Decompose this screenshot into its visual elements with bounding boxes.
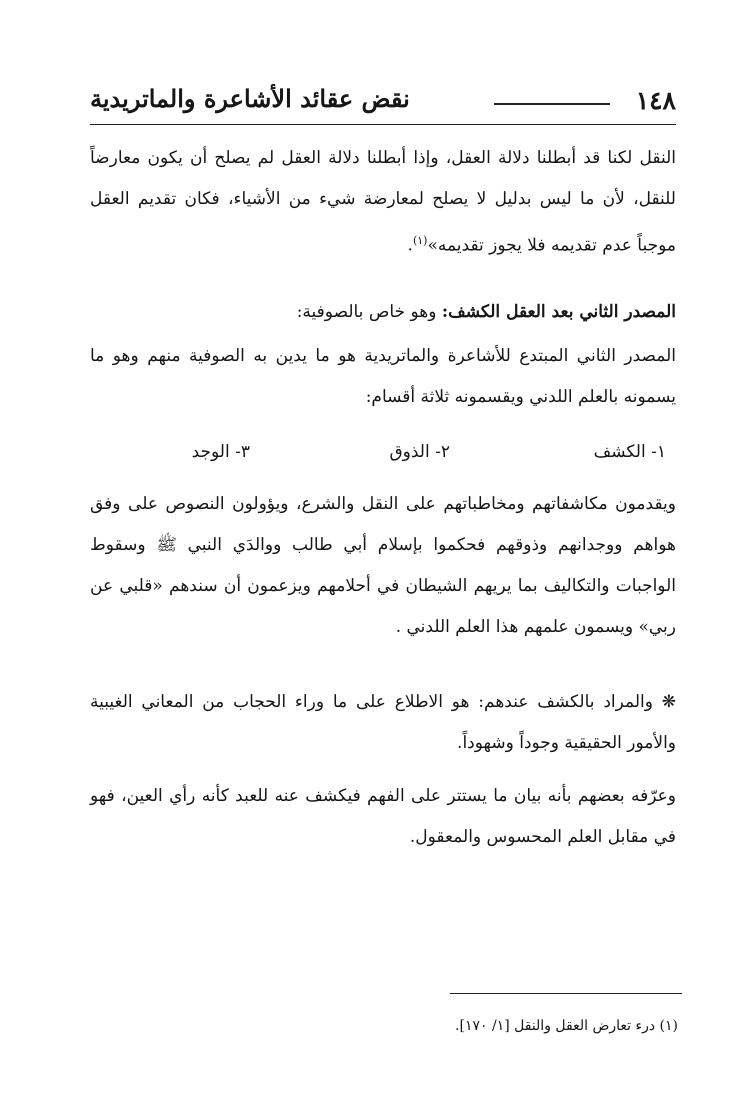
paragraph-1-text: النقل لكنا قد أبطلنا دلالة العقل، وإذا أبطلنا دلالة العقل لم يصلح أن يكون معارضاً للنقل، لأن ما ليس بدليل لا يصلح لمعارضة شيء من الأشياء، فكان تقديم العقل موجباً عدم تقديمه فلا يجوز تقديمه» <box>90 148 676 256</box>
section-heading-bold: المصدر الثاني بعد العقل الكشف: <box>441 302 676 322</box>
division-item: ١- الكشف <box>593 442 666 462</box>
paragraph-continuation <box>90 138 676 267</box>
paragraph-alt-definition: وعرّفه بعضهم بأنه بيان ما يستتر على الفهم فيكشف عنه للعبد كأنه رأي العين، فهو في مقابل العلم المحسوس والمعقول. <box>90 786 676 847</box>
paragraph-sources: المصدر الثاني المبتدع للأشاعرة والماتريدية هو ما يدين به الصوفية منهم وهو ما يسمونه بالعلم اللدني ويقسمونه ثلاثة أقسام: <box>90 346 676 407</box>
page-number: ١٤٨ <box>635 86 676 115</box>
divisions-list <box>160 432 666 472</box>
paragraph-definition: ❋ والمراد بالكشف عندهم: هو الاطلاع على ما وراء الحجاب من المعاني الغيبية والأمور الحقيقية وجوداً وشهوداً. <box>90 692 676 753</box>
division-item: ٣- الوجد <box>191 442 250 462</box>
section-heading <box>90 294 676 330</box>
division-item: ٢- الذوق <box>389 442 450 462</box>
book-title: نقض عقائد الأشاعرة والماتريدية <box>90 84 410 113</box>
paragraph-practices: ويقدمون مكاشفاتهم ومخاطباتهم على النقل والشرع، ويؤولون النصوص على وفق هواهم ووجدانهم وذوقهم فحكموا بإسلام أبي طالب ووالدَي النبي ﷺ وسقوط الواجبات والتكاليف بما يريهم الشيطان في أحلامهم ويزعمون أن سندهم «قلبي عن ربي» ويسمون علمهم هذا العلم اللدني . <box>90 494 676 637</box>
section-heading-rest: وهو خاص بالصوفية: <box>296 302 442 322</box>
paragraph-1-end: . <box>407 235 413 256</box>
header-dash-rule <box>494 103 610 105</box>
footnote-reference: (١) <box>412 234 428 247</box>
running-header <box>90 80 676 125</box>
footnote: (١) درء تعارض العقل والنقل [١/ ١٧٠]. <box>455 1018 678 1034</box>
footnote-separator <box>450 993 682 994</box>
